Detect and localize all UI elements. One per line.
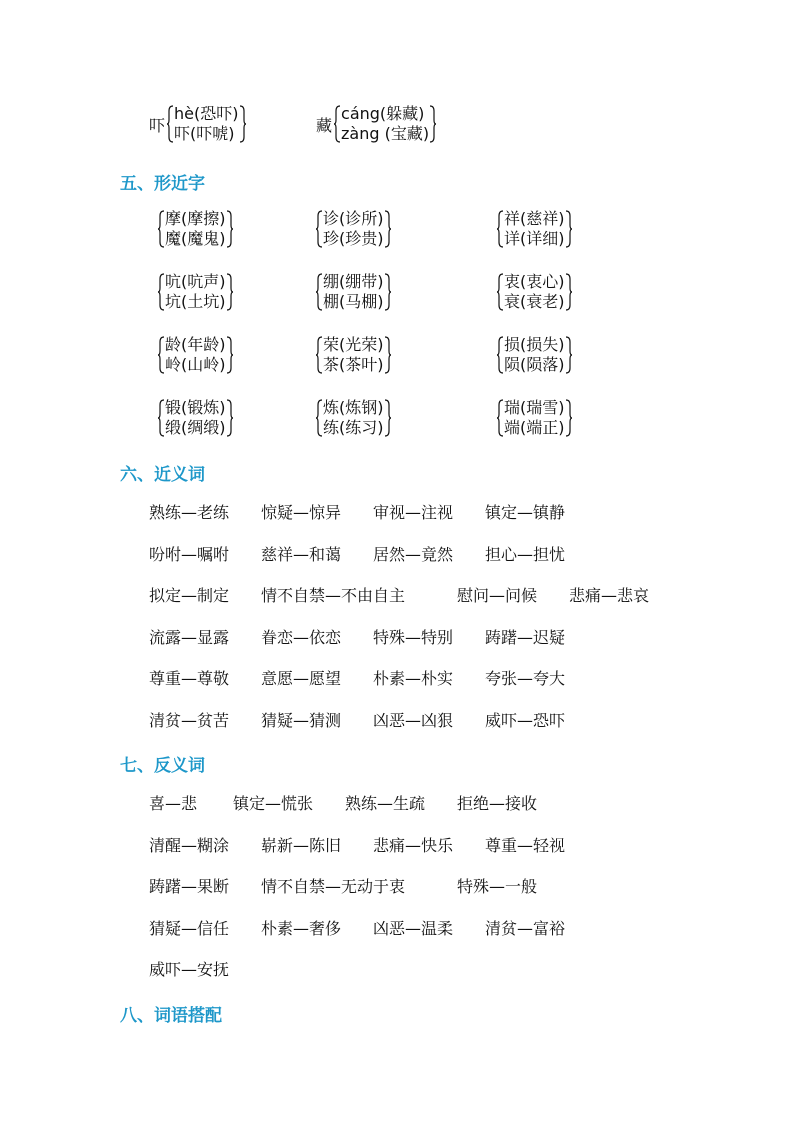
left-brace-icon [316, 210, 323, 248]
similar-char-line: 坑(土坑) [165, 292, 226, 311]
synonym-pair: 拟定—制定 [149, 586, 230, 606]
synonym-pair: 尊重—尊敬 [149, 669, 230, 689]
antonym-pair: 清醒—糊涂 [149, 835, 230, 855]
similar-char-line: 诊(诊所) [323, 209, 384, 228]
similar-char-line: 陨(陨落) [504, 355, 565, 374]
left-brace-icon [167, 105, 174, 143]
antonym-pair: 情不自禁—无动于衷 [261, 877, 406, 897]
synonym-pair: 夸张—夸大 [485, 669, 566, 689]
similar-char-line: 龄(年龄) [165, 335, 226, 354]
similar-char-line: 锻(锻炼) [165, 398, 226, 417]
similar-char-line: 岭(山岭) [165, 355, 226, 374]
left-brace-icon [158, 210, 165, 248]
similar-char-pair [316, 209, 391, 249]
reading-group [334, 104, 436, 144]
left-brace-icon [497, 210, 504, 248]
reading-line: zàng (宝藏) [341, 124, 430, 143]
left-brace-icon [158, 273, 165, 311]
synonym-pair: 情不自禁—不由自主 [261, 586, 406, 606]
antonym-pair: 拒绝—接收 [457, 794, 538, 813]
antonym-pair: 朴素—奢侈 [261, 918, 342, 938]
right-brace-icon [565, 336, 572, 374]
antonym-pair: 威吓—安抚 [149, 960, 230, 980]
synonym-pair: 镇定—镇静 [485, 503, 566, 522]
similar-char-pair [316, 398, 391, 438]
similar-char-line: 衷(衷心) [504, 272, 565, 291]
reading-line: 吓(吓唬) [174, 124, 235, 143]
left-brace-icon [158, 336, 165, 374]
right-brace-icon [226, 273, 233, 311]
similar-char-line: 端(端正) [504, 418, 565, 437]
right-brace-icon [226, 210, 233, 248]
polyphonic-char: 吓 [149, 115, 166, 135]
antonym-pair: 猜疑—信任 [149, 918, 230, 938]
similar-char-line: 祥(慈祥) [504, 209, 565, 228]
synonym-pair: 凶恶—凶狠 [373, 711, 454, 730]
similar-char-line: 魔(魔鬼) [165, 229, 226, 248]
right-brace-icon [565, 210, 572, 248]
similar-char-line: 珍(珍贵) [323, 229, 384, 248]
similar-char-line: 缎(绸缎) [165, 418, 226, 437]
right-brace-icon [226, 399, 233, 437]
synonym-pair: 慰问—问候 [457, 586, 538, 606]
right-brace-icon [429, 105, 436, 143]
left-brace-icon [497, 399, 504, 437]
antonym-pair: 踌躇—果断 [149, 877, 230, 897]
right-brace-icon [384, 210, 391, 248]
similar-char-pair [497, 335, 572, 375]
synonym-pair: 慈祥—和蔼 [261, 544, 342, 564]
reading-group [167, 104, 245, 144]
synonym-pair: 担心—担忧 [485, 544, 566, 564]
similar-char-pair [497, 398, 572, 438]
right-brace-icon [239, 105, 246, 143]
antonym-pair: 崭新—陈旧 [261, 835, 342, 855]
similar-char-line: 练(练习) [323, 418, 384, 437]
similar-char-line: 瑞(瑞雪) [504, 398, 565, 417]
synonym-pair: 审视—注视 [373, 503, 454, 522]
synonym-pair: 眷恋—依恋 [261, 627, 342, 647]
right-brace-icon [226, 336, 233, 374]
similar-char-line: 棚(马棚) [323, 292, 384, 311]
right-brace-icon [565, 399, 572, 437]
similar-char-pair [158, 335, 233, 375]
left-brace-icon [316, 273, 323, 311]
antonym-pair: 熟练—生疏 [345, 794, 426, 813]
right-brace-icon [384, 336, 391, 374]
similar-char-pair [158, 398, 233, 438]
synonym-pair: 居然—竟然 [373, 544, 454, 564]
section-title-similar-chars: 五、形近字 [120, 174, 205, 194]
similar-char-pair [158, 272, 233, 312]
similar-char-line: 绷(绷带) [323, 272, 384, 291]
left-brace-icon [497, 273, 504, 311]
section-title-collocations: 八、词语搭配 [120, 1006, 222, 1026]
left-brace-icon [316, 336, 323, 374]
antonym-pair: 凶恶—温柔 [373, 918, 454, 938]
reading-line: hè(恐吓) [174, 104, 239, 123]
left-brace-icon [334, 105, 341, 143]
similar-char-line: 衰(衰老) [504, 292, 565, 311]
similar-char-pair [497, 272, 572, 312]
section-title-antonyms: 七、反义词 [120, 756, 205, 776]
left-brace-icon [497, 336, 504, 374]
similar-char-line: 炼(炼钢) [323, 398, 384, 417]
synonym-pair: 威吓—恐吓 [485, 711, 566, 730]
similar-char-pair [316, 272, 391, 312]
reading-line: cáng(躲藏) [341, 104, 425, 123]
antonym-pair: 镇定—慌张 [233, 794, 314, 813]
synonym-pair: 猜疑—猜测 [261, 711, 342, 730]
similar-char-line: 损(损失) [504, 335, 565, 354]
similar-char-line: 荣(光荣) [323, 335, 384, 354]
polyphonic-char-cang [316, 104, 436, 144]
antonym-pair: 特殊—一般 [457, 877, 538, 897]
left-brace-icon [316, 399, 323, 437]
similar-char-pair [158, 209, 233, 249]
polyphonic-char-he [149, 104, 246, 144]
synonym-pair: 意愿—愿望 [261, 669, 342, 689]
synonym-pair: 清贫—贫苦 [149, 711, 230, 730]
antonym-pair: 尊重—轻视 [485, 835, 566, 855]
synonym-pair: 特殊—特别 [373, 627, 454, 647]
synonym-pair: 流露—显露 [149, 627, 230, 647]
synonym-pair: 熟练—老练 [149, 503, 230, 522]
similar-char-line: 茶(茶叶) [323, 355, 384, 374]
synonym-pair: 踌躇—迟疑 [485, 627, 566, 647]
right-brace-icon [384, 273, 391, 311]
similar-char-line: 详(详细) [504, 229, 565, 248]
right-brace-icon [565, 273, 572, 311]
antonym-pair: 喜—悲 [149, 794, 198, 813]
left-brace-icon [158, 399, 165, 437]
synonym-pair: 朴素—朴实 [373, 669, 454, 689]
synonym-pair: 惊疑—惊异 [261, 503, 342, 522]
similar-char-pair [497, 209, 572, 249]
similar-char-pair [316, 335, 391, 375]
similar-char-line: 吭(吭声) [165, 272, 226, 291]
synonym-pair: 悲痛—悲哀 [569, 586, 650, 606]
section-title-synonyms: 六、近义词 [120, 465, 205, 485]
antonym-pair: 清贫—富裕 [485, 918, 566, 938]
antonym-pair: 悲痛—快乐 [373, 835, 454, 855]
polyphonic-char: 藏 [316, 115, 333, 135]
similar-char-line: 摩(摩擦) [165, 209, 226, 228]
right-brace-icon [384, 399, 391, 437]
synonym-pair: 吩咐—嘱咐 [149, 544, 230, 564]
